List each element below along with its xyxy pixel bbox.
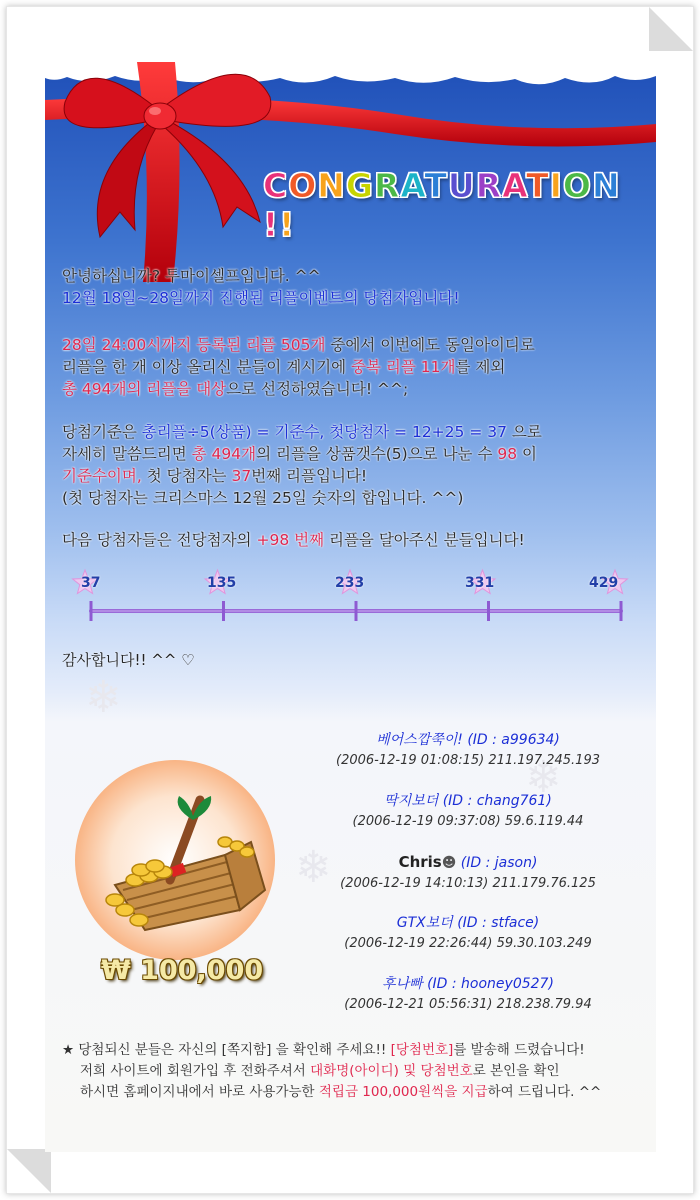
winner-entry bbox=[290, 729, 646, 790]
banner-letter: N bbox=[591, 166, 621, 205]
banner-letter: G bbox=[345, 166, 374, 205]
banner-letter: T bbox=[526, 166, 550, 205]
prize-amount: ₩ 100,000 bbox=[101, 955, 264, 986]
winner-name: 딱지보더 (ID : chang761) bbox=[384, 793, 552, 809]
banner-letter: O bbox=[288, 166, 318, 205]
winner-detail: (2006-12-19 09:37:08) 59.6.119.44 bbox=[352, 814, 584, 829]
banner-letter: A bbox=[400, 166, 425, 205]
snowflake-icon: ❄ bbox=[525, 752, 562, 803]
folded-corner-top-right bbox=[649, 7, 693, 51]
event-panel bbox=[45, 62, 656, 1152]
winner-detail: (2006-12-19 14:10:13) 211.179.76.125 bbox=[340, 876, 596, 891]
banner-letter: N bbox=[317, 166, 346, 205]
banner-letter: O bbox=[562, 166, 592, 205]
winner-detail: (2006-12-19 01:08:15) 211.197.245.193 bbox=[336, 753, 600, 768]
event-period: 12월 18일~28일 bbox=[62, 289, 185, 307]
banner-letter: ! bbox=[279, 205, 296, 244]
banner-letter: R bbox=[374, 166, 401, 205]
gold-basket-icon bbox=[75, 760, 275, 960]
banner-letter: I bbox=[549, 166, 563, 205]
winner-entry bbox=[290, 912, 646, 973]
banner-letter: A bbox=[502, 166, 527, 205]
thanks-text: 감사합니다!! ^^ ♡ bbox=[62, 651, 195, 669]
winners-list bbox=[290, 729, 646, 1034]
chris-nickname-logo: Chris bbox=[398, 853, 442, 871]
timeline-point-3: 233 bbox=[335, 575, 365, 591]
banner-letter: T bbox=[424, 166, 448, 205]
next-winners-paragraph: 다음 당첨자들은 전당첨자의 +98 번째 리플을 달아주신 분들입니다! bbox=[62, 531, 525, 549]
notice-footer: ★ 당첨되신 분들은 자신의 [쪽지함] 을 확인해 주세요!! [당첨번호]를 발송해 드렸습니다! 저희 사이트에 회원가입 후 전화주셔서 대화명(아이디) 및 당첨번호로 본인을 확인 하시면 홈페이지내에서 바로 사용가능한 적립금 100,000원씩을 지급하여 드립니다. ^^ bbox=[62, 1042, 602, 1100]
winner-detail: (2006-12-19 22:26:44) 59.30.103.249 bbox=[344, 936, 592, 951]
smiley-icon: ☻ bbox=[441, 855, 457, 871]
winner-name: 베어스깝쭉이! (ID : a99634) bbox=[376, 732, 560, 748]
winner-entry bbox=[290, 851, 646, 912]
criteria-paragraph: 당첨기준은 총리플÷5(상품) = 기준수, 첫당첨자 = 12+25 = 37 으로 자세히 말씀드리면 총 494개의 리플을 상품갯수(5)으로 나눈 수 98 이 기준수이며, 첫 당첨자는 37번째 리플입니다! (첫 당첨자는 크리스마스 12월 25일 숫자의 합입니다. ^^) bbox=[62, 423, 542, 507]
intro-paragraph bbox=[62, 265, 652, 309]
banner-letter: U bbox=[447, 166, 476, 205]
prize-image-circle bbox=[75, 760, 275, 960]
winner-name-row bbox=[290, 851, 646, 874]
timeline-point-1: 37 bbox=[81, 575, 101, 591]
banner-letter: R bbox=[475, 166, 503, 205]
snowflake-icon: ❄ bbox=[295, 842, 332, 893]
timeline-point-5: 429 bbox=[589, 575, 619, 591]
selection-paragraph: 28일 24:00시까지 등록된 리플 505개 중에서 이번에도 동일아이디로 리플을 한 개 이상 올리신 분들이 계시기에 중복 리플 11개를 제외 총 494개의 리플을 대상으로 선정하였습니다! ^^; bbox=[62, 336, 535, 398]
winner-entry bbox=[290, 790, 646, 851]
intro-period: 12월 18일~28일까지 진행된 리플이벤트의 당첨자입니다! bbox=[62, 289, 460, 307]
winner-name: (ID : jason) bbox=[456, 855, 538, 871]
timeline-line bbox=[63, 565, 643, 625]
winner-name: GTX보더 (ID : stface) bbox=[396, 915, 540, 931]
snowflake-icon: ❄ bbox=[85, 672, 122, 723]
intro-greeting: 안녕하십니까? 투마이셀프입니다. ^^ bbox=[62, 267, 321, 285]
congratulation-banner bbox=[263, 166, 656, 244]
winner-entry bbox=[290, 973, 646, 1034]
banner-letter: ! bbox=[263, 205, 280, 244]
winner-timeline bbox=[63, 565, 643, 625]
winner-name: 후나빠 (ID : hooney0527) bbox=[382, 976, 554, 992]
timeline-point-2: 135 bbox=[207, 575, 237, 591]
folded-corner-bottom-left bbox=[7, 1149, 51, 1193]
timeline-point-4: 331 bbox=[465, 575, 495, 591]
winner-detail: (2006-12-21 05:56:31) 218.238.79.94 bbox=[344, 997, 592, 1012]
banner-letter: C bbox=[263, 166, 289, 205]
